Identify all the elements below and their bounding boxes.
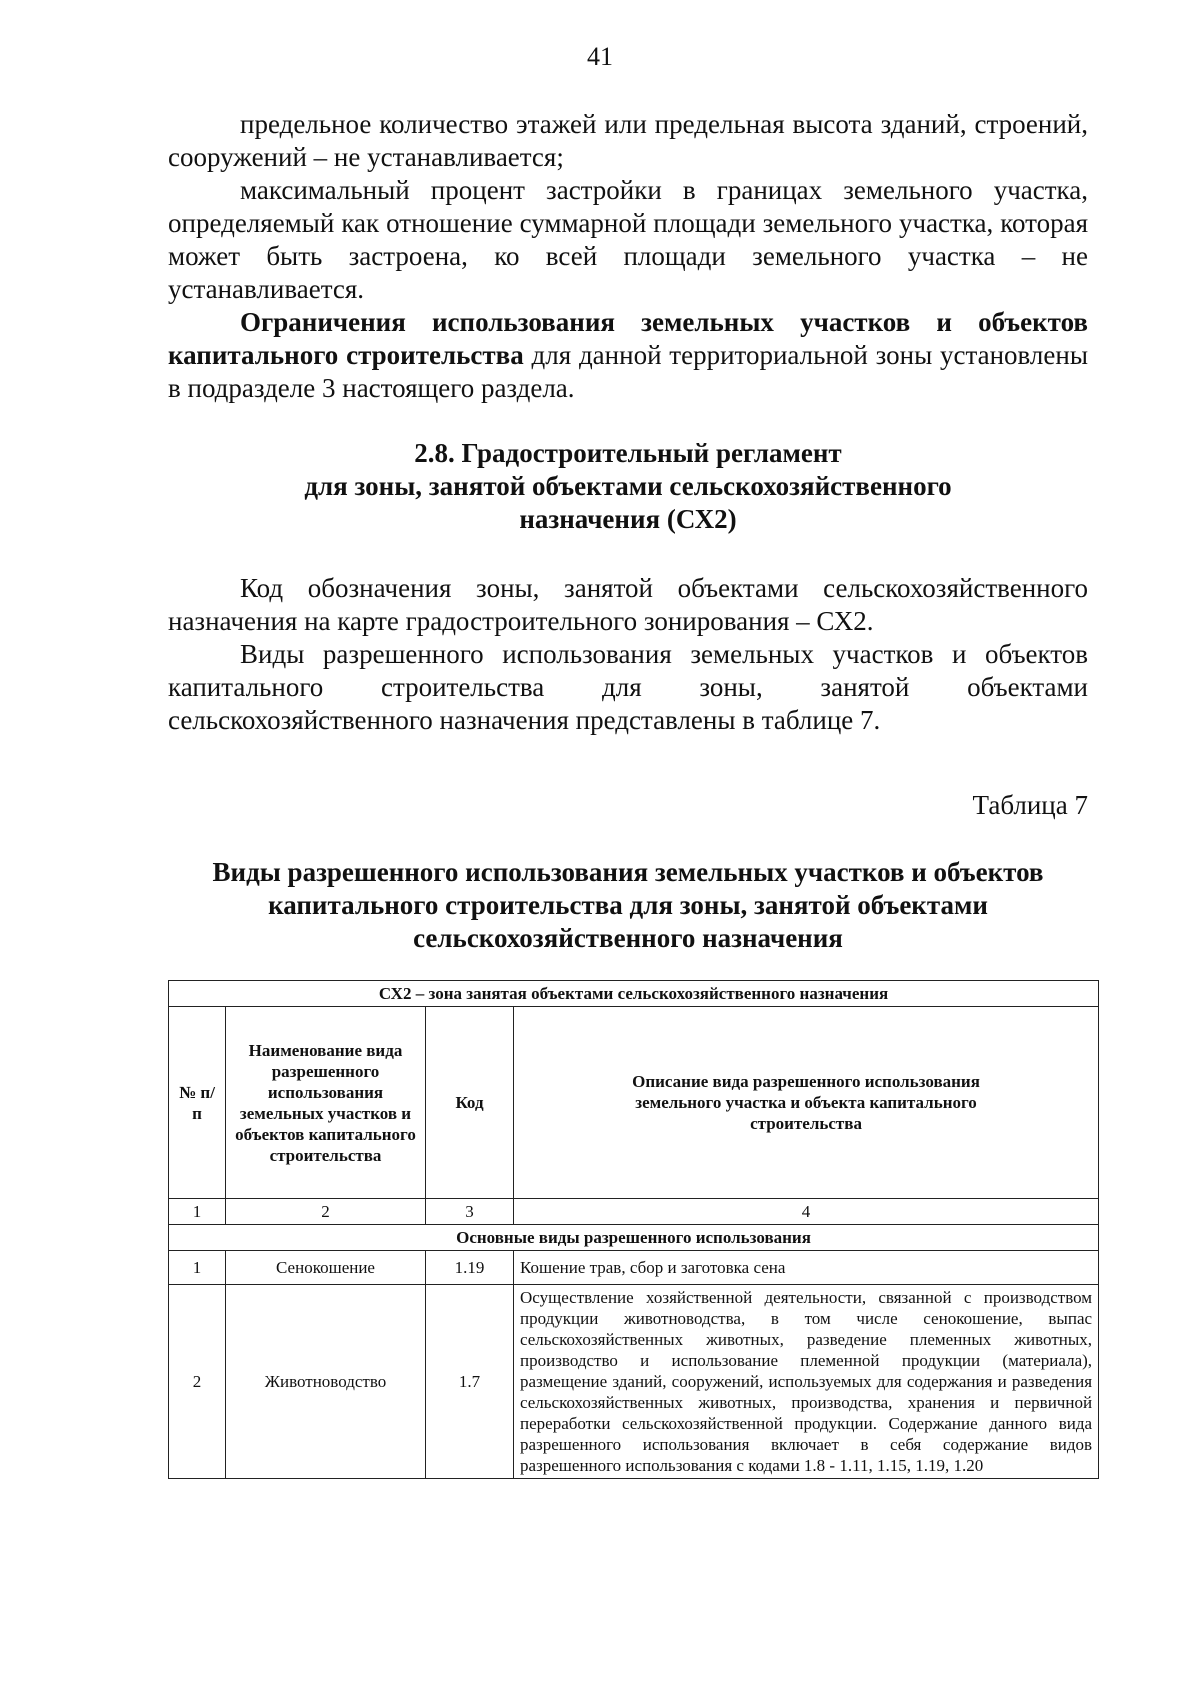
col-number: 3 <box>426 1199 514 1225</box>
table-caption: Таблица 7 <box>972 790 1088 820</box>
row-code: 1.19 <box>426 1251 514 1285</box>
document-body <box>168 108 1088 955</box>
zone-header: СХ2 – зона занятая объектами сельскохозяйственного назначения <box>169 981 1099 1007</box>
table-title-line3: сельскохозяйственного назначения <box>413 923 843 953</box>
section-title <box>168 437 1088 536</box>
page-number: 41 <box>587 42 613 71</box>
paragraph-build-percent: максимальный процент застройки в границах земельного участка, определяемый как отношение суммарной площади земельного участка, которая может быть застроена, ко всей площади земельного участка – не устанавливается. <box>168 175 1088 304</box>
table-title-line1: Виды разрешенного использования земельных участков и объектов <box>212 857 1044 887</box>
col-header-desc: Описание вида разрешенного использования земельного участка и объекта капитального строительства <box>514 1007 1099 1199</box>
row-desc: Осуществление хозяйственной деятельности, связанной с производством продукции животноводства, в том числе сенокошение, выпас сельскохозяйственных животных, разведение племенных животных, производство и использование племенной продукции (материала), размещение зданий, сооружений, используемых для содержания и разведения сельскохозяйственных животных, производства, хранения и первичной переработки сельскохозяйственной продукции. Содержание данного вида разрешенного использования включает в себя содержание видов разрешенного использования с кодами 1.8 - 1.11, 1.15, 1.19, 1.20 <box>514 1285 1099 1479</box>
restrictions-bold: Ограничения использования земельных участков и объектов капитального строительства <box>168 307 1088 370</box>
section-title-line1: 2.8. Градостроительный регламент <box>414 438 842 468</box>
col-number: 1 <box>169 1199 226 1225</box>
section-title-line3: назначения (СХ2) <box>519 504 737 534</box>
table-row <box>169 1251 1099 1285</box>
paragraph-floors: предельное количество этажей или предельная высота зданий, строений, сооружений – не устанавливается; <box>168 109 1088 172</box>
row-num: 2 <box>169 1285 226 1479</box>
restrictions-rest: для данной территориальной зоны установлены в подразделе 3 настоящего раздела. <box>168 340 1088 403</box>
table-title <box>168 856 1088 955</box>
paragraph-restrictions <box>168 306 1088 405</box>
row-desc: Кошение трав, сбор и заготовка сена <box>514 1251 1099 1285</box>
table-row <box>169 1285 1099 1479</box>
section-title-line2: для зоны, занятой объектами сельскохозяйственного <box>304 471 952 501</box>
col-number: 2 <box>226 1199 426 1225</box>
row-name: Животноводство <box>226 1285 426 1479</box>
usage-table <box>168 980 1099 1479</box>
row-name: Сенокошение <box>226 1251 426 1285</box>
paragraph-usage-types: Виды разрешенного использования земельных участков и объектов капитального строительства для зоны, занятой объектами сельскохозяйственного назначения представлены в таблице 7. <box>168 639 1088 735</box>
row-code: 1.7 <box>426 1285 514 1479</box>
col-header-code: Код <box>426 1007 514 1199</box>
row-num: 1 <box>169 1251 226 1285</box>
col-number: 4 <box>514 1199 1099 1225</box>
table-title-line2: капитального строительства для зоны, занятой объектами <box>268 890 988 920</box>
group-header: Основные виды разрешенного использования <box>169 1225 1099 1251</box>
col-header-num: № п/п <box>169 1007 226 1199</box>
col-header-name: Наименование вида разрешенного использования земельных участков и объектов капитального строительства <box>226 1007 426 1199</box>
paragraph-zone-code: Код обозначения зоны, занятой объектами сельскохозяйственного назначения на карте градостроительного зонирования – СХ2. <box>168 573 1088 636</box>
